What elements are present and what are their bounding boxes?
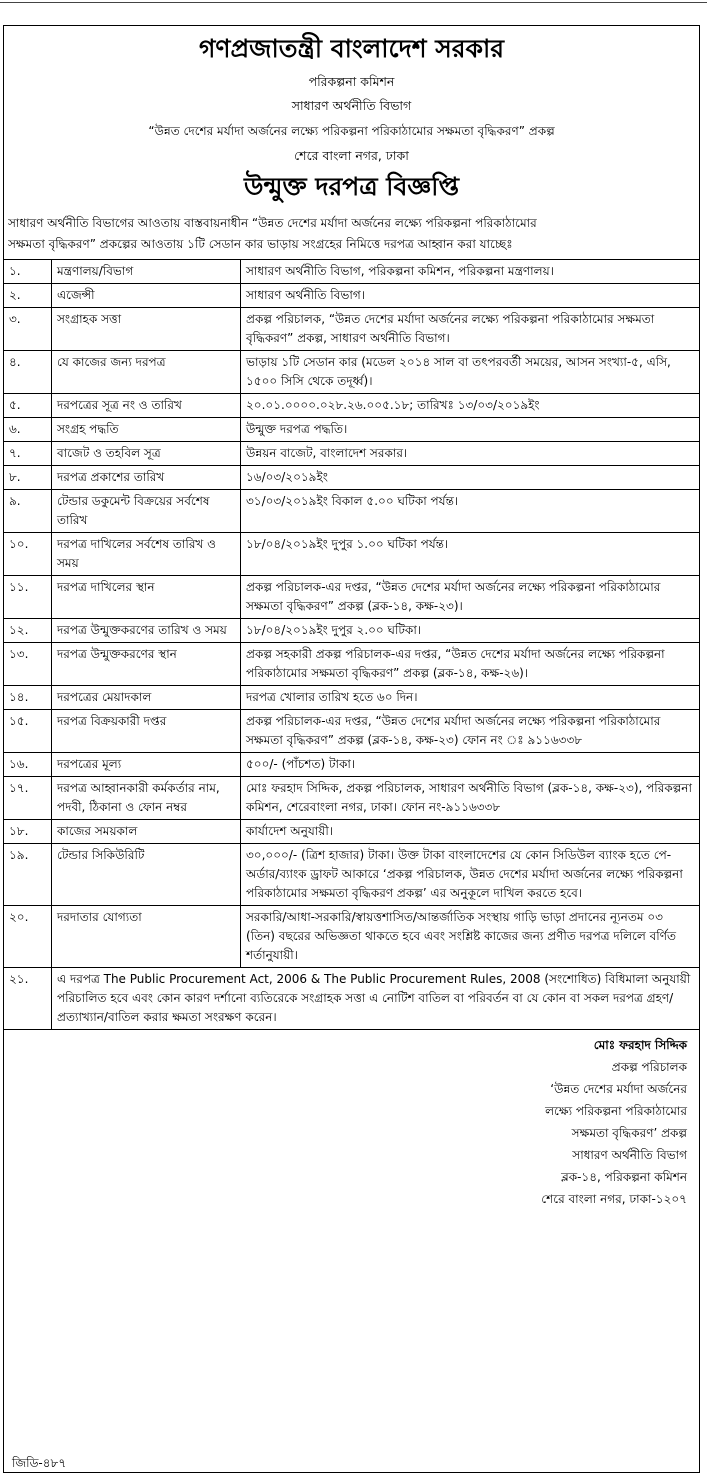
- address-line: শেরে বাংলা নগর, ঢাকা: [294, 148, 409, 163]
- table-row: [4, 466, 700, 490]
- gd-code: জিডি-৪৮৭: [12, 1456, 67, 1470]
- table-row: [4, 906, 700, 968]
- row-label: দরদাতার যোগ্যতা: [52, 906, 241, 968]
- row-value: ভাড়ায় ১টি সেডান কার (মডেল ২০১৪ সাল বা তৎপরবর্তী সময়ের, আসন সংখ্যা-৫, এসি, ১৫০০ সিসি থেকে তদূর্ধ্ব)।: [241, 351, 700, 394]
- signature-line: সাধারণ অর্থনীতি বিভাগ: [572, 1148, 687, 1162]
- row-value: উন্মুক্ত দরপত্র পদ্ধতি।: [241, 418, 700, 442]
- row-label: দরপত্র দাখিলের সর্বশেষ তারিখ ও সময়: [52, 533, 241, 576]
- row-label: কাজের সময়কাল: [52, 820, 241, 844]
- row-label: দরপত্র প্রকাশের তারিখ: [52, 466, 241, 490]
- row-label: যে কাজের জন্য দরপত্র: [52, 351, 241, 394]
- table-row: [4, 643, 700, 686]
- row-label: বাজেট ও তহবিল সূত্র: [52, 442, 241, 466]
- table-row: [4, 576, 700, 619]
- intro-paragraph: [8, 213, 694, 255]
- signature-line: শেরে বাংলা নগর, ঢাকা-১২০৭: [541, 1192, 687, 1206]
- signature-line: প্রকল্প পরিচালক: [611, 1060, 687, 1074]
- row-value: উন্নয়ন বাজেট, বাংলাদেশ সরকার।: [241, 442, 700, 466]
- table-row: [4, 777, 700, 820]
- table-row: [4, 820, 700, 844]
- row-label: দরপত্রের সূত্র নং ও তারিখ: [52, 394, 241, 418]
- row-number: ২১.: [4, 968, 52, 1030]
- signature-line: লক্ষ্যে পরিকল্পনা পরিকাঠামোর: [545, 1104, 687, 1118]
- row-label: সংগ্রাহক সত্তা: [52, 308, 241, 351]
- row-value: ১৮/০৪/২০১৯ইং দুপুর ২.০০ ঘটিকা।: [241, 619, 700, 643]
- table-row: [4, 844, 700, 906]
- row-value: কার্যাদেশ অনুযায়ী।: [241, 820, 700, 844]
- table-row: [4, 533, 700, 576]
- table-row: [4, 260, 700, 284]
- row-value: ১৮/০৪/২০১৯ইং দুপুর ১.০০ ঘটিকা পর্যন্ত।: [241, 533, 700, 576]
- row-label: দরপত্র উন্মুক্তকরণের তারিখ ও সময়: [52, 619, 241, 643]
- table-row: [4, 284, 700, 308]
- row-number: ১৮.: [4, 820, 52, 844]
- row-number: ১০.: [4, 533, 52, 576]
- row-label: মন্ত্রণালয়/বিভাগ: [52, 260, 241, 284]
- table-row: [4, 308, 700, 351]
- table-row: [4, 686, 700, 710]
- table-row: [4, 418, 700, 442]
- row-number: ১৫.: [4, 710, 52, 753]
- row-number: ১২.: [4, 619, 52, 643]
- row-number: ১৪.: [4, 686, 52, 710]
- row-label: দরপত্র দাখিলের স্থান: [52, 576, 241, 619]
- row-value: প্রকল্প সহকারী প্রকল্প পরিচালক-এর দপ্তর, “উন্নত দেশের মর্যাদা অর্জনের লক্ষ্যে পরিকল্পনা পরিকাঠামোর সক্ষমতা বৃদ্ধিকরণ” প্রকল্প (ব্লক-১৪, কক্ষ-২৬)।: [241, 643, 700, 686]
- table-row: [4, 968, 700, 1030]
- row-value: প্রকল্প পরিচালক-এর দপ্তর, “উন্নত দেশের মর্যাদা অর্জনের লক্ষ্যে পরিকল্পনা পরিকাঠামোর সক্ষমতা বৃদ্ধিকরণ” প্রকল্প (ব্লক-১৪, কক্ষ-২৩) ফোন নং ঃ ৯১১৬৩৩৮: [241, 710, 700, 753]
- row-value-full: এ দরপত্র The Public Procurement Act, 2006 & The Public Procurement Rules, 2008 (সংশোধিত) বিধিমালা অনুযায়ী পরিচালিত হবে এবং কোন কারণ দর্শানো ব্যতিরেকে সংগ্রাহক সত্তা এ নোটিশ বাতিল বা পরিবর্তন বা যে কোন বা সকল দরপত্র গ্রহণ/প্রত্যাখ্যান/বাতিল করার ক্ষমতা সংরক্ষণ করেন।: [52, 968, 700, 1030]
- table-row: [4, 710, 700, 753]
- row-value: ৩০,০০০/- (ত্রিশ হাজার) টাকা। উক্ত টাকা বাংলাদেশের যে কোন সিডিউল ব্যাংক হতে পে-অর্ডার/ব্যাংক ড্রাফট আকারে ‘প্রকল্প পরিচালক, উন্নত দেশের মর্যাদা অর্জনের লক্ষ্যে পরিকল্পনা পরিকাঠামোর সক্ষমতা বৃদ্ধিকরণ প্রকল্প’ এর অনুকূলে দাখিল করতে হবে।: [241, 844, 700, 906]
- signatory-name: মোঃ ফরহাদ সিদ্দিক: [593, 1038, 687, 1052]
- row-number: ১৬.: [4, 753, 52, 777]
- commission-line: পরিকল্পনা কমিশন: [308, 74, 395, 89]
- row-label: দরপত্রের মেয়াদকাল: [52, 686, 241, 710]
- row-number: ১৯.: [4, 844, 52, 906]
- row-value: ১৬/০৩/২০১৯ইং: [241, 466, 700, 490]
- row-value: ৫০০/- (পাঁচশত) টাকা।: [241, 753, 700, 777]
- row-number: ৬.: [4, 418, 52, 442]
- row-number: ২০.: [4, 906, 52, 968]
- row-number: ১১.: [4, 576, 52, 619]
- table-row: [4, 394, 700, 418]
- row-label: দরপত্র বিক্রয়কারী দপ্তর: [52, 710, 241, 753]
- intro-line-1: সাধারণ অর্থনীতি বিভাগের আওতায় বাস্তবায়নাধীন “উন্নত দেশের মর্যাদা অর্জনের লক্ষ্যে পরিকল্পনা পরিকাঠামোর: [8, 216, 537, 230]
- top-border-line: [0, 2, 707, 3]
- table-row: [4, 619, 700, 643]
- row-label: দরপত্রের মূল্য: [52, 753, 241, 777]
- row-number: ৭.: [4, 442, 52, 466]
- row-number: ৫.: [4, 394, 52, 418]
- notice-title: উন্মুক্ত দরপত্র বিজ্ঞপ্তি: [243, 172, 459, 201]
- row-value: মোঃ ফরহাদ সিদ্দিক, প্রকল্প পরিচালক, সাধারণ অর্থনীতি বিভাগ (ব্লক-১৪, কক্ষ-২৩), পরিকল্পনা কমিশন, শেরেবাংলা নগর, ঢাকা। ফোন নং-৯১১৬৩৩৮: [241, 777, 700, 820]
- intro-line-2: সক্ষমতা বৃদ্ধিকরণ” প্রকল্পের আওতায় ১টি সেডান কার ভাড়ায় সংগ্রহের নিমিত্তে দরপত্র আহ্বান করা যাচ্ছেঃ: [8, 237, 513, 251]
- row-number: ১৭.: [4, 777, 52, 820]
- row-value: ৩১/০৩/২০১৯ইং বিকাল ৫.০০ ঘটিকা পর্যন্ত।: [241, 490, 700, 533]
- row-label: এজেন্সী: [52, 284, 241, 308]
- row-label: দরপত্র উন্মুক্তকরণের স্থান: [52, 643, 241, 686]
- row-value: সাধারণ অর্থনীতি বিভাগ।: [241, 284, 700, 308]
- row-value: ২০.০১.০০০০.০২৮.২৬.০০৫.১৮; তারিখঃ ১৩/০৩/২০১৯ইং: [241, 394, 700, 418]
- row-number: ৪.: [4, 351, 52, 394]
- row-value: সরকারি/আধা-সরকারি/স্বায়ত্তশাসিত/আন্তর্জাতিক সংস্থায় গাড়ি ভাড়া প্রদানের ন্যূনতম ০৩ (তিন) বছরের অভিজ্ঞতা থাকতে হবে এবং সংশ্লিষ্ট কাজের জন্য প্রণীত দরপত্র দলিলে বর্ণিত শর্তানুযায়ী।: [241, 906, 700, 968]
- row-number: ১.: [4, 260, 52, 284]
- notice-frame: [3, 25, 700, 1473]
- table-row: [4, 753, 700, 777]
- signature-block: [387, 1034, 687, 1210]
- project-line: “উন্নত দেশের মর্যাদা অর্জনের লক্ষ্যে পরিকল্পনা পরিকাঠামোর সক্ষমতা বৃদ্ধিকরণ” প্রকল্প: [148, 124, 555, 138]
- table-row: [4, 442, 700, 466]
- row-label: টেন্ডার ডকুমেন্ট বিক্রয়ের সর্বশেষ তারিখ: [52, 490, 241, 533]
- signature-line: সক্ষমতা বৃদ্ধিকরণ’ প্রকল্প: [571, 1126, 687, 1140]
- tender-table: [3, 259, 700, 1030]
- row-label: টেন্ডার সিকিউরিটি: [52, 844, 241, 906]
- row-number: ১৩.: [4, 643, 52, 686]
- division-line: সাধারণ অর্থনীতি বিভাগ: [291, 98, 412, 113]
- table-row: [4, 490, 700, 533]
- government-title: গণপ্রজাতন্ত্রী বাংলাদেশ সরকার: [199, 34, 504, 63]
- row-value: প্রকল্প পরিচালক, “উন্নত দেশের মর্যাদা অর্জনের লক্ষ্যে পরিকল্পনা পরিকাঠামোর সক্ষমতা বৃদ্ধিকরণ” প্রকল্প, সাধারণ অর্থনীতি বিভাগ।: [241, 308, 700, 351]
- row-value: সাধারণ অর্থনীতি বিভাগ, পরিকল্পনা কমিশন, পরিকল্পনা মন্ত্রণালয়।: [241, 260, 700, 284]
- row-value: প্রকল্প পরিচালক-এর দপ্তর, “উন্নত দেশের মর্যাদা অর্জনের লক্ষ্যে পরিকল্পনা পরিকাঠামোর সক্ষমতা বৃদ্ধিকরণ” প্রকল্প (ব্লক-১৪, কক্ষ-২৩)।: [241, 576, 700, 619]
- signature-line: ‘উন্নত দেশের মর্যাদা অর্জনের: [550, 1082, 687, 1096]
- row-label: দরপত্র আহ্বানকারী কর্মকর্তার নাম, পদবী, ঠিকানা ও ফোন নম্বর: [52, 777, 241, 820]
- row-number: ৩.: [4, 308, 52, 351]
- row-number: ২.: [4, 284, 52, 308]
- signature-line: ব্লক-১৪, পরিকল্পনা কমিশন: [561, 1170, 687, 1184]
- row-number: ৮.: [4, 466, 52, 490]
- row-number: ৯.: [4, 490, 52, 533]
- row-label: সংগ্রহ পদ্ধতি: [52, 418, 241, 442]
- row-value: দরপত্র খোলার তারিখ হতে ৬০ দিন।: [241, 686, 700, 710]
- table-row: [4, 351, 700, 394]
